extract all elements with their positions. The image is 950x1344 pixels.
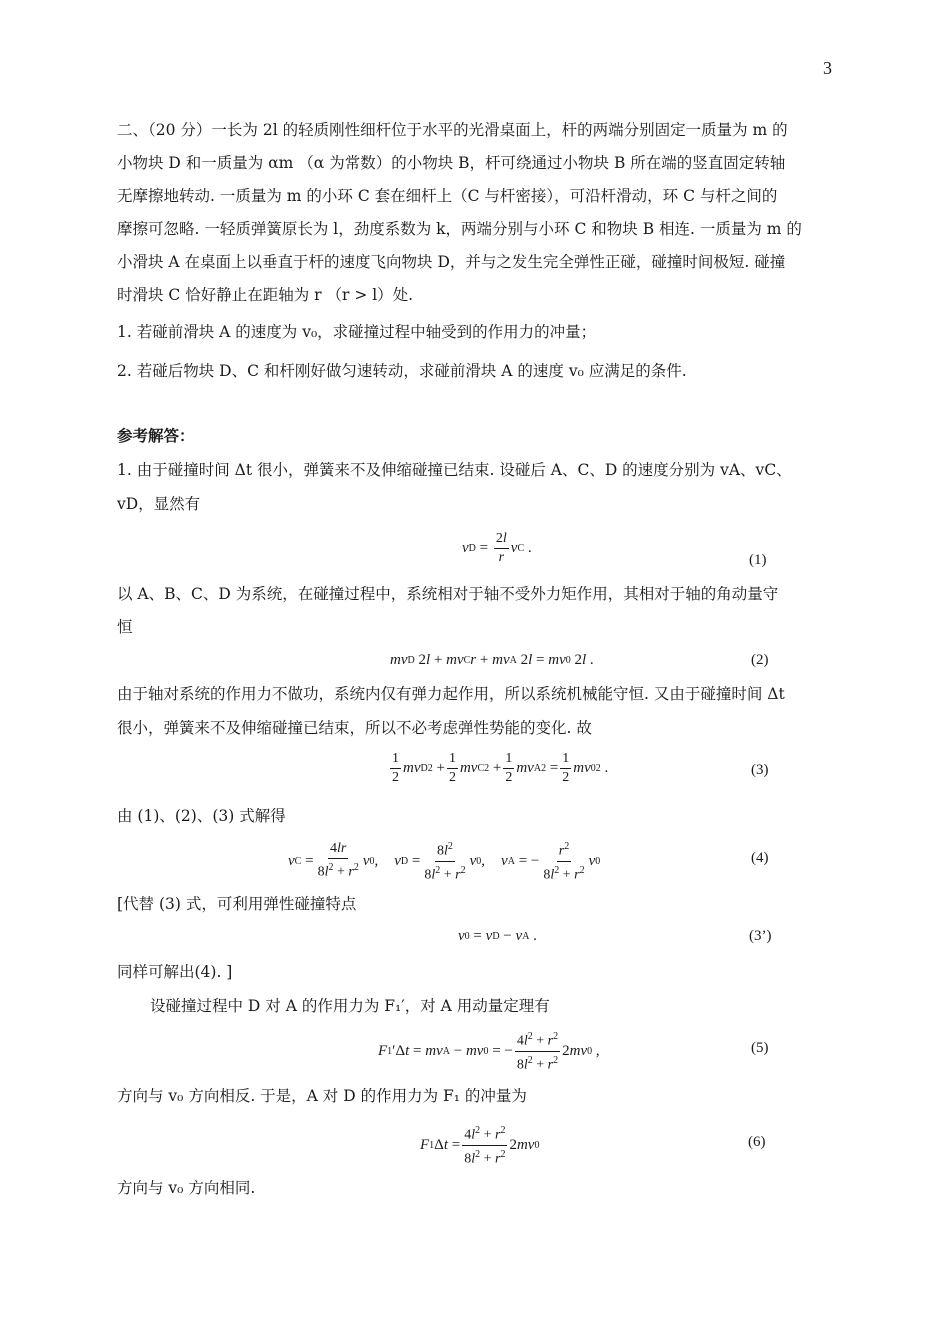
equation-number-2: (2) xyxy=(751,652,769,668)
equation-2: mv D 2 l + mv C r + mv A 2 l = mv 0 2 l . xyxy=(390,652,594,668)
equation-3-prime: v 0 = v D − v A . xyxy=(458,928,537,944)
solution-para-6: 同样可解出(4). ] xyxy=(117,963,233,981)
solution-para-8: 方向与 v₀ 方向相反. 于是，A 对 D 的作用力为 F₁ 的冲量为 xyxy=(117,1087,527,1105)
equation-6: F 1 Δ t = $\frac{4l^2 + r^2}{8l^2 + r^2}$ 2 mv 0 xyxy=(420,1122,539,1168)
equation-3: $\frac{1}{2}$ mv D 2 + $\frac{1}{2}$ mv C 2 + $\frac{1}{2}$ mv A 2 = $\frac{1}{2}$ mv 0 2 . xyxy=(392,751,609,785)
problem-line-1: 二、（20 分）一长为 2l 的轻质刚性细杆位于水平的光滑桌面上，杆的两端分别固定一质量为 m 的 xyxy=(117,121,788,139)
solution-para-4: 由 (1)、(2)、(3) 式解得 xyxy=(117,807,286,825)
equation-number-4: (4) xyxy=(751,850,769,866)
solution-para-9: 方向与 v₀ 方向相同. xyxy=(117,1179,256,1197)
solution-heading: 参考解答： xyxy=(117,426,195,445)
equation-number-1: (1) xyxy=(749,552,767,568)
solution-para-3b: 很小，弹簧来不及伸缩碰撞已结束，所以不必考虑弹性势能的变化. 故 xyxy=(117,719,592,737)
equation-number-5: (5) xyxy=(751,1040,769,1056)
solution-para-5: [代替 (3) 式，可利用弹性碰撞特点 xyxy=(117,895,357,913)
problem-line-2: 小物块 D 和一质量为 αm （α 为常数）的小物块 B，杆可绕通过小物块 B 所在端的竖直固定转轴 xyxy=(117,154,786,172)
question-2: 2. 若碰后物块 D、C 和杆刚好做匀速转动，求碰前滑块 A 的速度 v₀ 应满足的条件. xyxy=(117,362,687,380)
equation-5: F 1 ′Δ t = mv A − mv 0 = − $\frac{4l^2 + r^2}{8l^2 + r^2}$ 2 mv 0 , xyxy=(378,1028,600,1074)
solution-para-7: 设碰撞过程中 D 对 A 的作用力为 F₁′，对 A 用动量定理有 xyxy=(150,997,550,1015)
equation-number-6: (6) xyxy=(748,1134,766,1150)
problem-line-4: 摩擦可忽略. 一轻质弹簧原长为 l，劲度系数为 k，两端分别与小环 C 和物块 B 相连. 一质量为 m 的 xyxy=(117,220,802,238)
problem-line-6: 时滑块 C 恰好静止在距轴为 r （r > l）处. xyxy=(117,286,414,304)
solution-para-3a: 由于轴对系统的作用力不做功，系统内仅有弹力起作用，所以系统机械能守恒. 又由于碰撞时间 Δt xyxy=(117,685,785,703)
solution-para-2b: 恒 xyxy=(117,618,133,636)
solution-para-2a: 以 A、B、C、D 为系统，在碰撞过程中，系统相对于轴不受外力矩作用，其相对于轴的角动量守 xyxy=(117,585,779,603)
equation-4: v C = $\frac{4lr}{8l^2 + r^2}$ v 0 , v D = $\frac{8l^2}{8l^2 + r^2}$ v 0 , v A = − $\frac{r^2}{8l^2 + r^2}$ v 0 xyxy=(288,838,600,884)
problem-line-3: 无摩擦地转动. 一质量为 m 的小环 C 套在细杆上（C 与杆密接），可沿杆滑动，环 C 与杆之间的 xyxy=(117,187,778,205)
solution-para-1b: vD，显然有 xyxy=(117,495,201,513)
problem-line-5: 小滑块 A 在桌面上以垂直于杆的速度飞向物块 D，并与之发生完全弹性正碰，碰撞时间极短. 碰撞 xyxy=(117,253,786,271)
solution-para-1a: 1. 由于碰撞时间 Δt 很小，弹簧来不及伸缩碰撞已结束. 设碰后 A、C、D 的速度分别为 vA、vC、 xyxy=(117,461,792,479)
page-number: 3 xyxy=(823,58,832,78)
equation-1: v D = $\frac{2l}{r}$ v C . xyxy=(462,531,532,565)
equation-number-3: (3) xyxy=(751,762,769,778)
question-1: 1. 若碰前滑块 A 的速度为 v₀，求碰撞过程中轴受到的作用力的冲量； xyxy=(117,323,597,341)
equation-number-3-prime: (3’) xyxy=(749,928,772,944)
